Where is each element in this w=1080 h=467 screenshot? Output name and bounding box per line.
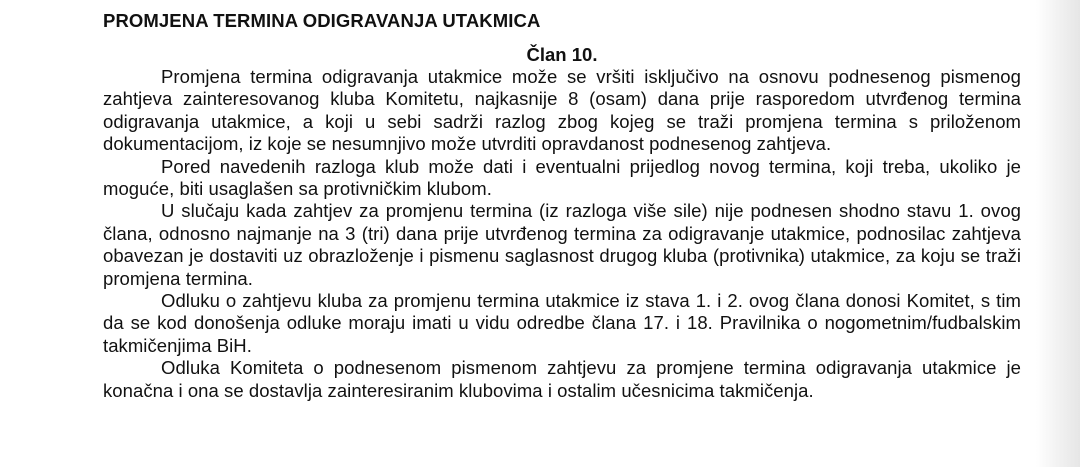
- page-edge-shadow: [1036, 0, 1080, 467]
- article-title: Član 10.: [526, 44, 598, 65]
- document-page: [103, 9, 1021, 402]
- section-heading: PROMJENA TERMINA ODIGRAVANJA UTAKMICA: [103, 10, 541, 31]
- paragraph-2: Pored navedenih razloga klub može dati i eventualni prijedlog novog termina, koji treba, ukoliko je moguće, biti usaglašen sa protivničkim klubom.: [103, 155, 1021, 200]
- paragraph-1: Promjena termina odigravanja utakmice može se vršiti isključivo na osnovu podnesenog pismenog zahtjeva zainteresovanog kluba Komitetu, najkasnije 8 (osam) dana prije rasporedom utvrđenog termina odigravanja utakmice, a koji u sebi sadrži razlog zbog kojeg se traži promjena termina s priloženom dokumentacijom, iz koje se nesumnjivo može utvrditi opravdanost podnesenog zahtjeva.: [103, 66, 1021, 155]
- paragraph-3: U slučaju kada zahtjev za promjenu termina (iz razloga više sile) nije podnesen shodno stavu 1. ovog člana, odnosno najmanje na 3 (tri) dana prije utvrđenog termina za odigravanje utakmice, podnosilac zahtjeva obavezan je dostaviti uz obrazloženje i pismenu saglasnost drugog kluba (protivnika) utakmice, za koju se traži promjena termina.: [103, 200, 1021, 289]
- paragraph-5: Odluka Komiteta o podnesenom pismenom zahtjevu za promjene termina odigravanja utakmice je konačna i ona se dostavlja zainteresiranim klubovima i ostalim učesnicima takmičenja.: [103, 357, 1021, 401]
- paragraph-4: Odluku o zahtjevu kluba za promjenu termina utakmice iz stava 1. i 2. ovog člana donosi Komitet, s tim da se kod donošenja odluke moraju imati u vidu odredbe člana 17. i 18. Pravilnika o nogometnim/fudbalskim takmičenjima BiH.: [103, 290, 1021, 356]
